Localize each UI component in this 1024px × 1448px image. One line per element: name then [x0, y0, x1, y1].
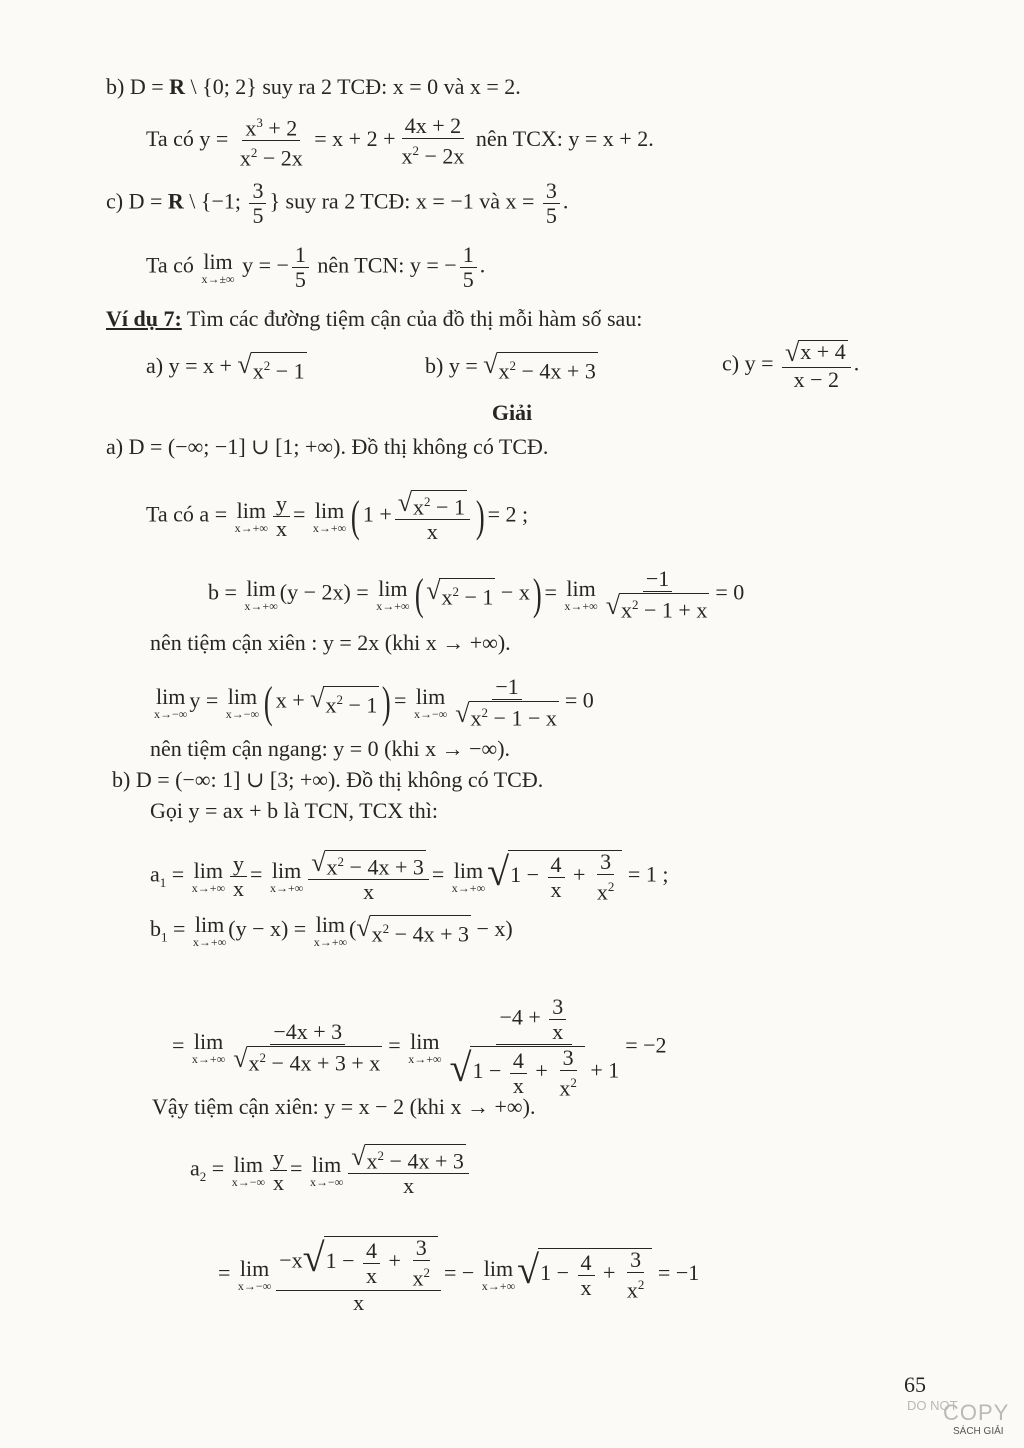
c-lim-line: Ta có lim x→±∞ y = − $\frac{1}{5}$ nên TCN: y = − $\frac{1}{5}$ .	[146, 242, 486, 292]
a-taco-pre: Ta có a =	[146, 501, 228, 527]
example-text: Tìm các đường tiệm cận của đồ thị mỗi hàm số sau:	[186, 306, 643, 331]
example-a: a) y = x + √ $x^2 - 1$	[146, 350, 305, 384]
watermark-line1: DO NOT	[907, 1398, 958, 1413]
b2-b1-cont-line: = lim x→+∞ −4x + 3 √ $x^2 - 4x + 3 + x$ = lim x→+∞ −4 + $\frac{3}{x}$ √ 1 − $\frac{4}{x}$ + $\frac{3}{x^2}$ + 1 = −2	[172, 994, 667, 1101]
example-title: Ví dụ 7:	[106, 306, 182, 331]
c-lim-pre: Ta có	[146, 252, 194, 278]
a-domain-line: a) D = (−∞; −1] ∪ [1; +∞). Đồ thị không có TCĐ.	[106, 434, 549, 459]
solution-heading: Giải	[491, 400, 533, 425]
b2-a2-cont-line: = lim x→−∞ −x √ 1 − $\frac{4}{x}$ + $\frac{3}{x^2}$ x = − lim x→+∞ √ 1 − $\frac{4}{x}$ + $\frac{3}{x^2}$ = −1	[218, 1235, 700, 1316]
example-line	[106, 306, 642, 332]
a-tcn-line: nên tiệm cận ngang: y = 0 (khi x → −∞).	[150, 736, 511, 761]
example-b: b) y = √ $x^2 - 4x + 3$	[425, 350, 596, 384]
example-c: c) y = √ x + 4 x − 2 .	[722, 338, 860, 392]
b-taco-post: nên TCX: y = x + 2.	[475, 125, 654, 151]
b-taco-line: Ta có y = $\frac{x^3 + 2}{x^2 - 2x}$ = x + 2 + $\frac{4x + 2}{x^2 - 2x}$ nên TCX: y = x + 2.	[146, 112, 654, 171]
watermark-line3: SÁCH GIẢI	[953, 1426, 1004, 1437]
a-tcx-line: nên tiệm cận xiên : y = 2x (khi x → +∞).	[150, 630, 511, 655]
b2-domain-line: b) D = (−∞: 1] ∪ [3; +∞). Đồ thị không có TCĐ.	[112, 767, 544, 792]
b2-goi-line: Gọi y = ax + b là TCN, TCX thì:	[150, 798, 438, 823]
b-taco-pre: Ta có y =	[146, 125, 229, 151]
b-domain-line: b) D = R \ {0; 2} suy ra 2 TCĐ: x = 0 và x = 2.	[106, 74, 521, 99]
watermark-logo	[905, 1400, 1009, 1440]
b2-a1-line: $a_1$ = lim x→+∞ $\frac{y}{x}$ = lim x→+∞ √ $x^2 - 4x + 3$ x = lim x→+∞ √ 1 − $\frac{4}{x}$ + $\frac{3}{x^2}$ = 1 ;	[150, 848, 669, 905]
a-lim-minus-line: lim x→−∞ y = lim x→−∞ ( x + √ $x^2 - 1$ ) = lim x→−∞ −1 √ $x^2 - 1 - x$ = 0	[154, 674, 594, 731]
c-domain-line: c) D = R \ {−1; $\frac{3}{5}$ } suy ra 2 TCĐ: x = −1 và x = $\frac{3}{5}$ .	[106, 178, 569, 228]
b2-b1-line: $b_1$ = lim x→+∞ (y − x) = lim x→+∞ ( √ $x^2 - 4x + 3$ − x)	[150, 912, 513, 949]
watermark-line2: COPY	[943, 1400, 1010, 1425]
b2-tcx-line: Vậy tiệm cận xiên: y = x − 2 (khi x → +∞).	[152, 1094, 536, 1119]
a-taco-line: Ta có a = lim x→+∞ $\frac{y}{x}$ = lim x→+∞ ( 1 + √ $x^2 - 1$ x ) = 2 ;	[146, 488, 529, 545]
a-b-line: b = lim x→+∞ (y − 2x) = lim x→+∞ ( √ $x^2 - 1$ − x) = lim x→+∞ −1 √ $x^2 - 1 + x$ = 0	[208, 566, 745, 623]
page-number: 65	[904, 1372, 926, 1397]
b2-a2-line: $a_2$ = lim x→−∞ $\frac{y}{x}$ = lim x→−∞ √ $x^2 - 4x + 3$ x	[190, 1144, 472, 1197]
